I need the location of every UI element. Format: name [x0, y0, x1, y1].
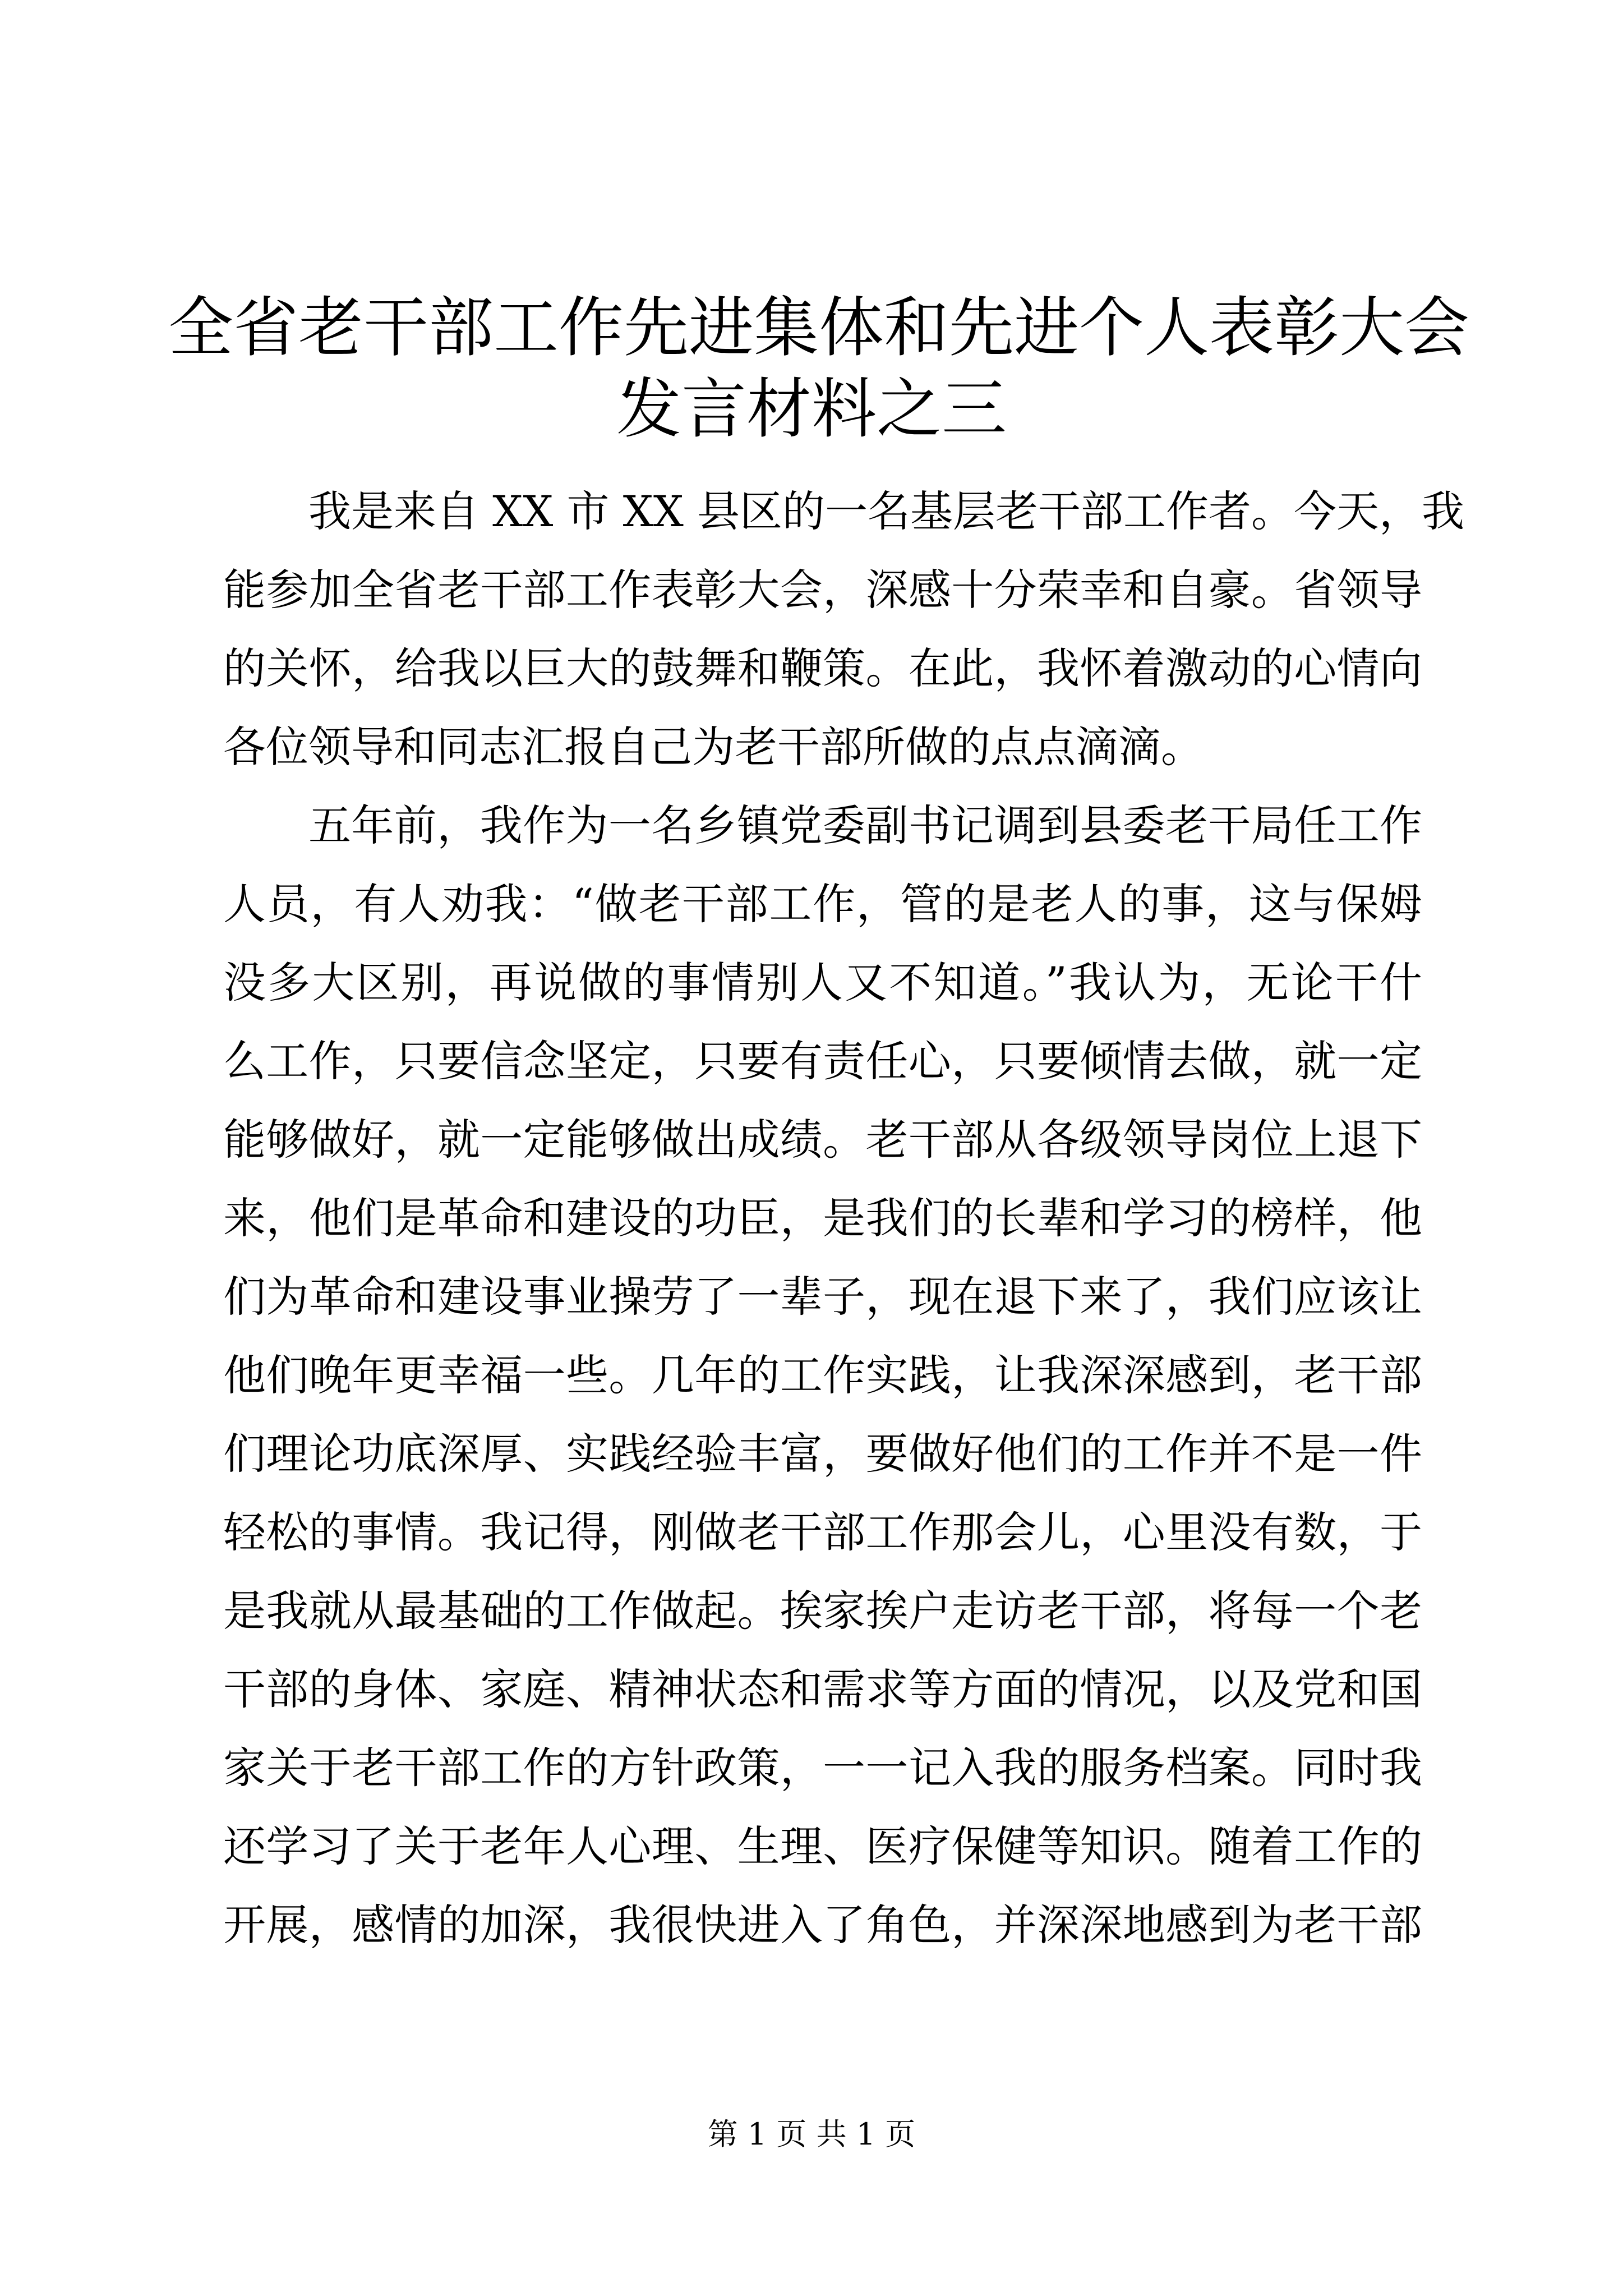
paragraph-line: 没多大区别，再说做的事情别人又不知道。”我认为，无论干什 — [223, 958, 1422, 1007]
document-title-line-1: 全省老干部工作先进集体和先进个人表彰大会 — [168, 290, 1469, 366]
paragraph-line: 能参加全省老干部工作表彰大会，深感十分荣幸和自豪。省领导 — [223, 565, 1422, 615]
paragraph-line: 们为革命和建设事业操劳了一辈子，现在退下来了，我们应该让 — [223, 1272, 1422, 1322]
paragraph-line: 干部的身体、家庭、精神状态和需求等方面的情况，以及党和国 — [223, 1664, 1422, 1714]
paragraph-line: 他们晚年更幸福一些。几年的工作实践，让我深深感到，老干部 — [223, 1350, 1422, 1400]
paragraph-line: 人员，有人劝我：“做老干部工作，管的是老人的事，这与保姆 — [223, 879, 1422, 929]
paragraph-line: 我是来自 XX 市 XX 县区的一名基层老干部工作者。今天，我 — [308, 486, 1465, 536]
paragraph-line: 家关于老干部工作的方针政策，一一记入我的服务档案。同时我 — [223, 1743, 1422, 1793]
paragraph-line: 么工作，只要信念坚定，只要有责任心，只要倾情去做，就一定 — [223, 1036, 1422, 1086]
paragraph-line: 轻松的事情。我记得，刚做老干部工作那会儿，心里没有数，于 — [223, 1507, 1422, 1557]
paragraph-line: 是我就从最基础的工作做起。挨家挨户走访老干部，将每一个老 — [223, 1586, 1422, 1636]
paragraph-line: 来，他们是革命和建设的功臣，是我们的长辈和学习的榜样，他 — [223, 1193, 1422, 1243]
page-footer: 第 1 页 共 1 页 — [707, 2116, 916, 2152]
paragraph-line: 五年前，我作为一名乡镇党委副书记调到县委老干局任工作 — [308, 800, 1422, 850]
paragraph-line: 还学习了关于老年人心理、生理、医疗保健等知识。随着工作的 — [223, 1821, 1422, 1871]
paragraph-line: 能够做好，就一定能够做出成绩。老干部从各级领导岗位上退下 — [223, 1115, 1422, 1165]
paragraph-line: 的关怀，给我以巨大的鼓舞和鞭策。在此，我怀着激动的心情向 — [223, 643, 1422, 693]
paragraph-line: 们理论功底深厚、实践经验丰富，要做好他们的工作并不是一件 — [223, 1429, 1422, 1479]
paragraph-line: 各位领导和同志汇报自己为老干部所做的点点滴滴。 — [223, 722, 1204, 772]
paragraph-line: 开展，感情的加深，我很快进入了角色，并深深地感到为老干部 — [223, 1900, 1422, 1950]
document-title-line-2: 发言材料之三 — [616, 371, 1007, 447]
